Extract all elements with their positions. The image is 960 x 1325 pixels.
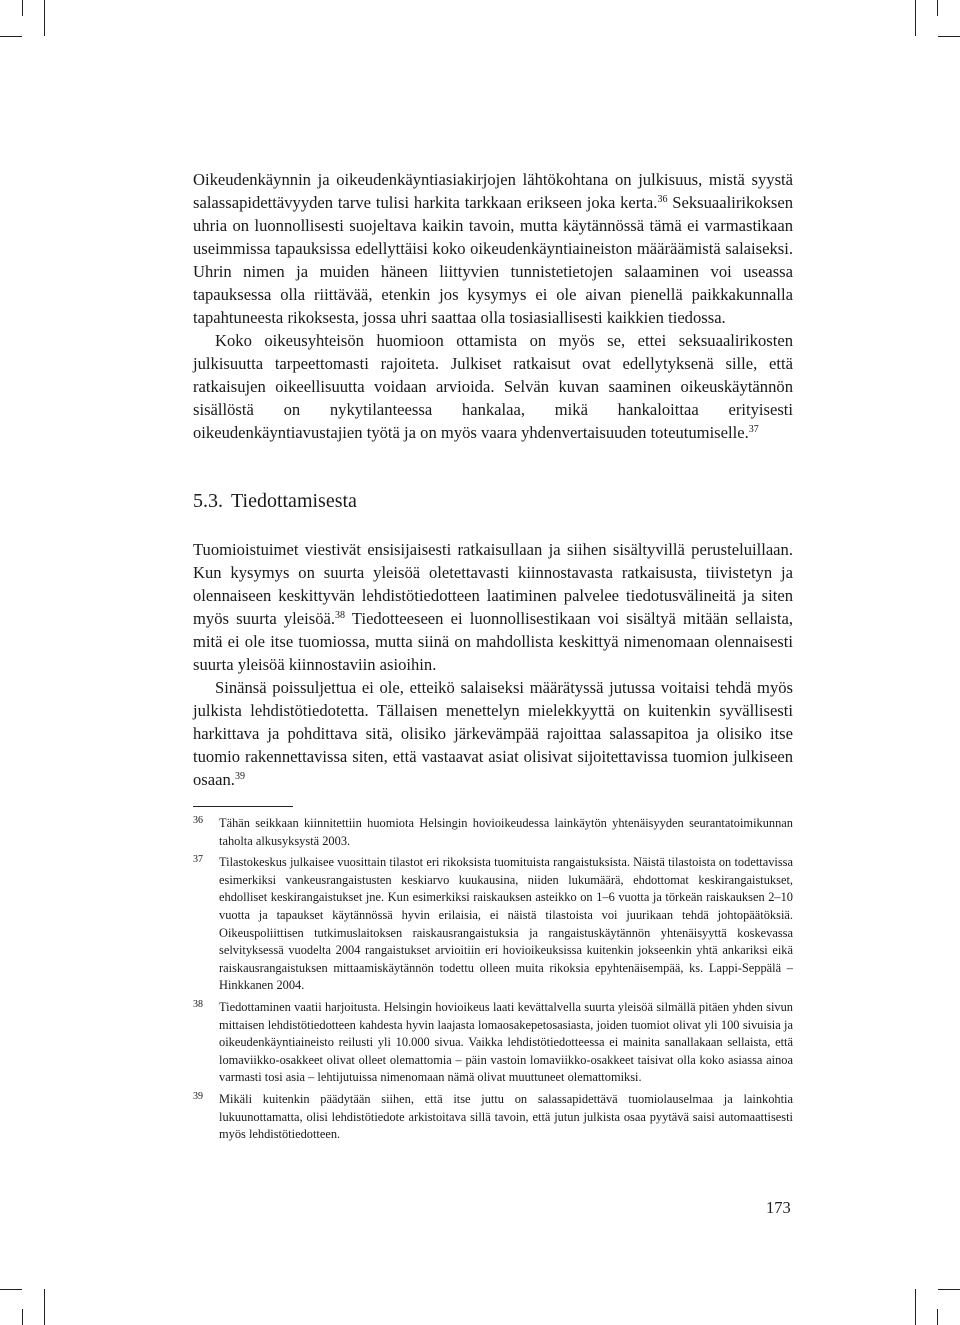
paragraph: Tuomioistuimet viestivät ensisijaisesti ratkaisullaan ja siihen sisältyvillä perusteluillaan. Kun kysymys on suurta yleisöä oletettavasti kiinnostavasta ratkaisusta, tiivistetyn ja olennaiseen keskittyvän lehdistötiedotteen laatiminen palvelee tiedotusvälineitä ja siten myös suurta yleisöä.$^{38}$ Tiedotteeseen ei luonnollisestikaan voi sisältyä mitään sellaista, mitä ei ole itse tuomiossa, mutta siinä on mahdollista keskittyä nimenomaan olennaisesti suurta yleisöä kiinnostaviin asioihin. — [193, 540, 793, 674]
footnote-number: 37 — [193, 854, 203, 866]
footnote-ref[interactable]: 37 — [748, 424, 759, 435]
footnote: 38 Tiedottaminen vaatii harjoitusta. Helsingin hovioikeus laati kevättalvella suurta yleisöä silmällä pitäen yhden sivun mittaisen lehdistötiedotteen kahdesta hyvin laajasta lomaosakepetosasiasta, joiden tuomiot olivat yli 100 sivuisia ja oikeudenkäyntiaineisto reilusti yli 10.000 sivua. Vaikka lehdistötiedotteessa ei mainita sanallakaan sellaista, että lomaviikko-osakkeet olivat olleet olemattomia – päin vastoin lomaviikko-osakkeet taisivat olla koko asiassa ainoa varmasti tosi asia – lehtijutuissa nimenomaan nämä olivat muuttuneet olemattomiksi. — [193, 999, 793, 1087]
section-number: 5.3. — [193, 490, 223, 512]
footnote: 36 Tähän seikkaan kiinnitettiin huomiota Helsingin hovioikeudessa lainkäytön yhtenäisyyden seurantatoimikunnan taholta alkusyksystä 2003. — [193, 815, 793, 850]
footnote-number: 38 — [193, 998, 203, 1010]
paragraph: Oikeudenkäynnin ja oikeudenkäyntiasiakirjojen lähtökohtana on julkisuus, mistä syystä salassapidettävyyden tarve tulisi harkita tarkkaan erikseen joka kerta.$^{36}$ Seksuaalirikoksen uhria on luonnollisesti suojeltava kaikin tavoin, mutta käytännössä tämä ei varmastikaan useimmissa tapauksissa edellyttäisi koko oikeudenkäyntiaineiston määräämistä salaiseksi. Uhrin nimen ja muiden häneen liittyvien tunnistetietojen salaaminen voi useassa tapauksessa olla riittävää, etenkin jos kysymys ei ole aivan pienellä paikkakunnalla tapahtuneesta rikoksesta, jossa uhri saattaa olla tosiasiallisesti kaikkien tiedossa. — [193, 170, 793, 327]
paragraph: Koko oikeusyhteisön huomioon ottamista on myös se, ettei seksuaalirikosten julkisuutta tarpeettomasti rajoiteta. Julkiset ratkaisut ovat edellytyksenä sille, että ratkaisujen oikeellisuutta voidaan arvioida. Selvän kuvan saaminen oikeuskäytännön sisällöstä on nykytilanteessa hankalaa, mikä hankaloittaa erityisesti oikeudenkäyntiavustajien työtä ja on myös vaara yhdenvertaisuuden toteutumiselle.$^{37}$ — [193, 331, 793, 442]
footnotes — [193, 815, 793, 1148]
body-text-top — [193, 168, 793, 444]
footnote-ref[interactable]: 36 — [657, 194, 668, 205]
footnote-number: 36 — [193, 815, 203, 826]
footnote-number: 39 — [193, 1090, 203, 1102]
footnote-ref[interactable]: 39 — [234, 771, 245, 782]
section-title: Tiedottamisesta — [231, 490, 357, 512]
footnote: 39 Mikäli kuitenkin päädytään siihen, että itse juttu on salassapidettävä tuomiolauselmaa ja lainkohtia lukuunottamatta, olisi lehdistötiedote arkistoitava sillä tavoin, että jutun julkista osaa pyytävä saisi automaattisesti myös lehdistötiedotteen. — [193, 1091, 793, 1144]
body-text-section — [193, 538, 793, 791]
section-heading — [193, 490, 357, 513]
page-number: 173 — [766, 1198, 791, 1217]
footnote: 37 Tilastokeskus julkaisee vuosittain tilastot eri rikoksista tuomituista rangaistuksista. Näistä tilastoista on todettavissa esimerkiksi vankeusrangaistusten keskiarvo kuukausina, niiden lukumäärä, ehdottomat keskirangaistukset, ehdolliset keskirangaistukset jne. Kun esimerkiksi raiskauksen asteikko on 1–6 vuotta ja törkeän raiskauksen 2–10 vuotta ja tapaukset käytännössä hyvin erilaisia, ei näistä tilastoista voi juurikaan tehdä johtopäätöksiä. Oikeuspoliittisen tutkimuslaitoksen raiskausrangaistuksia ja rangaistuskäytännön yhtenäisyyttä koskevassa selvityksessä vuodelta 2004 rangaistukset arvioitiin eri hovioikeuksissa kuitenkin jokseenkin yhtä ankariksi eikä raiskausrangaistuksen mittaamiskäytännön todettu olleen muita rikoksia epyhtenäisempää, ks. Lappi-Seppälä – Hinkkanen 2004. — [193, 854, 793, 995]
footnote-ref[interactable]: 38 — [335, 610, 346, 621]
paragraph: Sinänsä poissuljettua ei ole, etteikö salaiseksi määrätyssä jutussa voitaisi tehdä myös julkista lehdistötiedotetta. Tällaisen menettelyn mielekkyyttä on kuitenkin syvällisesti harkittava ja pohdittava sitä, olisiko järkevämpää rajoittaa salassapitoa ja olisiko itse tuomio rakennettavissa siten, että vastaavat asiat olisivat sijoitettavissa tuomion julkiseen osaan.$^{39}$ — [193, 678, 793, 789]
footnote-separator — [193, 806, 293, 807]
